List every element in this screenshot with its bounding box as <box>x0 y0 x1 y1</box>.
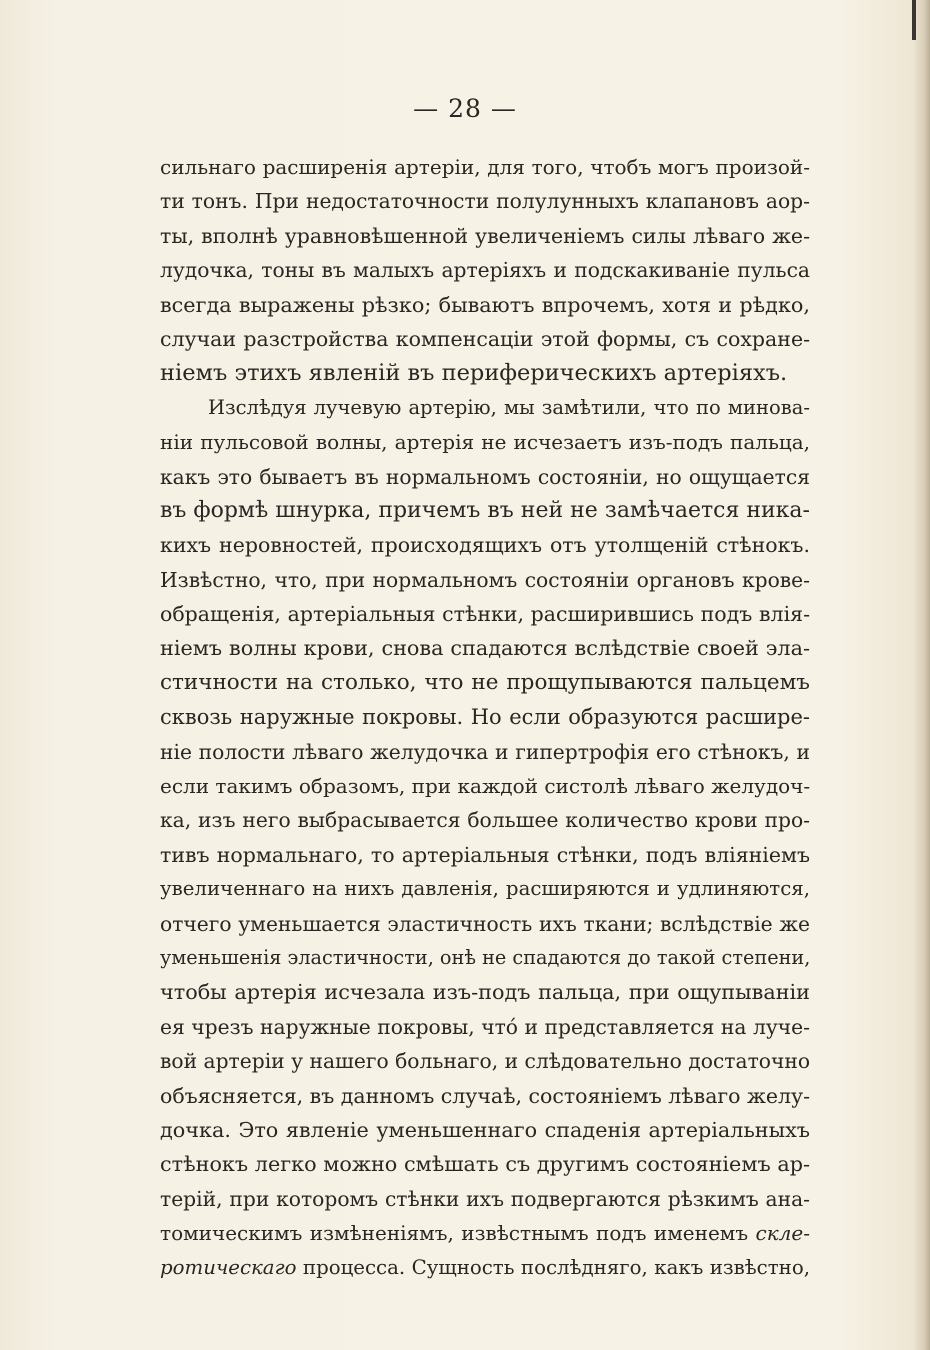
text-line: ніемъ волны крови, снова спадаются вслѣдствіе своей эла- <box>160 636 810 661</box>
text-line: отчего уменьшается эластичность ихъ ткани; вслѣдствіе же <box>160 911 810 936</box>
text-line: вой артеріи у нашего больнаго, и слѣдовательно достаточно <box>160 1049 810 1074</box>
text-line: уменьшенія эластичности, онѣ не спадаются до такой степени, <box>160 945 810 969</box>
text-line: увеличеннаго на нихъ давленія, расширяются и удлиняются, <box>160 877 810 901</box>
text-line: какъ это бываетъ въ нормальномъ состояніи, но ощущается <box>160 464 810 489</box>
page-number: — 28 — <box>413 94 517 123</box>
page-corner-mark <box>912 0 916 40</box>
text-line: всегда выражены рѣзко; бываютъ впрочемъ, хотя и рѣдко, <box>160 292 810 317</box>
text-line: обращенія, артеріальныя стѣнки, расширившись подъ влія- <box>160 602 810 627</box>
text-line: ея чрезъ наружные покровы, что́ и представляется на луче- <box>160 1014 810 1039</box>
text-line-with-italic <box>160 1251 810 1285</box>
text-line: ніе полости лѣваго желудочка и гипертрофія его стѣнокъ, и <box>160 739 810 764</box>
text-line: сквозь наружные покровы. Но если образуются расшире- <box>160 705 810 730</box>
text-line: ніемъ этихъ явленій въ периферическихъ артеріяхъ. <box>160 360 788 387</box>
text-line: случаи разстройства компенсаціи этой формы, съ сохране- <box>160 326 810 351</box>
text-line: чтобы артерія исчезала изъ-подъ пальца, при ощупываніи <box>160 980 810 1005</box>
page-edge-shadow <box>912 0 930 1350</box>
text-line: тивъ нормальнаго, то артеріальныя стѣнки, подъ вліяніемъ <box>160 842 810 867</box>
text-line: объясняется, въ данномъ случаѣ, состояніемъ лѣваго желу- <box>160 1083 810 1108</box>
text-line: ніи пульсовой волны, артерія не исчезаетъ изъ-подъ пальца, <box>160 430 810 455</box>
text-line: ка, изъ него выбрасывается большее количество крови про- <box>160 808 810 833</box>
text-line: дочка. Это явленіе уменьшеннаго спаденія артеріальныхъ <box>160 1117 810 1142</box>
italic-term: ротическаго <box>160 1255 297 1279</box>
text-line: въ формѣ шнурка, причемъ въ ней не замѣчается ника- <box>160 497 810 523</box>
text-fragment: процесса. Сущность послѣдняго, какъ извѣстно, <box>302 1255 810 1279</box>
body-text <box>160 150 810 1285</box>
paragraph-start-line: Изслѣдуя лучевую артерію, мы замѣтили, что по минова- <box>208 395 810 419</box>
text-line: Извѣстно, что, при нормальномъ состояніи органовъ крове- <box>160 567 810 592</box>
text-line: если такимъ образомъ, при каждой систолѣ лѣваго желудоч- <box>160 774 810 799</box>
text-line: ти тонъ. При недостаточности полулунныхъ клапановъ аор- <box>160 189 810 214</box>
text-line: стичности на столько, что не прощупываются пальцемъ <box>160 669 810 695</box>
text-line-with-italic <box>160 1216 810 1250</box>
text-line: сильнаго расширенія артеріи, для того, чтобъ могъ произой- <box>160 155 810 179</box>
text-line: стѣнокъ легко можно смѣшать съ другимъ состояніемъ ар- <box>160 1152 810 1177</box>
text-line: кихъ неровностей, происходящихъ отъ утолщеній стѣнокъ. <box>160 533 810 558</box>
text-line: ты, вполнѣ уравновѣшенной увеличеніемъ силы лѣваго же- <box>160 223 810 248</box>
text-line: лудочка, тоны въ малыхъ артеріяхъ и подскакиваніе пульса <box>160 258 810 283</box>
text-fragment: томическимъ измѣненіямъ, извѣстнымъ подъ именемъ <box>160 1221 749 1246</box>
italic-term: скле- <box>755 1221 810 1246</box>
text-line: терій, при которомъ стѣнки ихъ подвергаются рѣзкимъ ана- <box>160 1186 810 1211</box>
